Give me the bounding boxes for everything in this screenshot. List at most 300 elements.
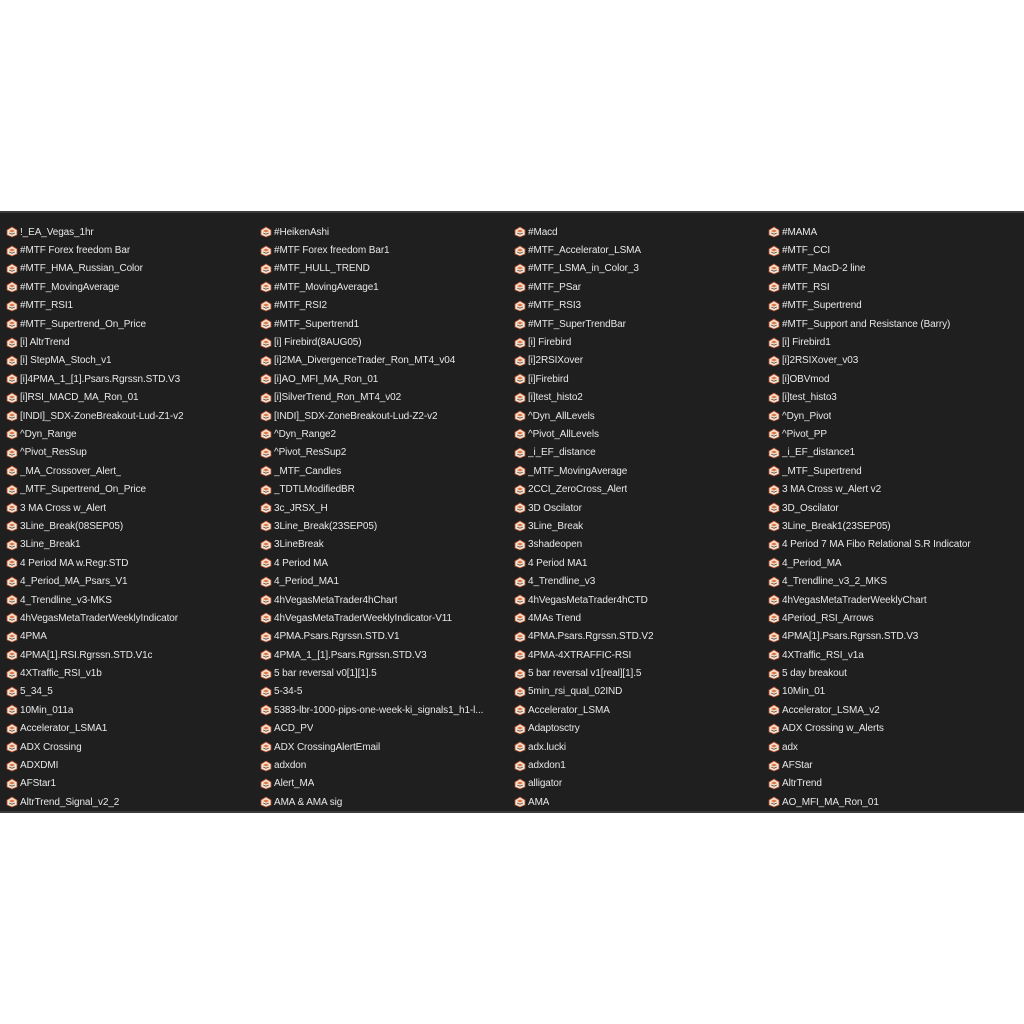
file-item[interactable] (768, 370, 1020, 388)
file-item[interactable] (6, 572, 258, 590)
file-name-label: [i]Firebird (528, 373, 569, 385)
file-item[interactable] (768, 683, 1020, 701)
file-item[interactable] (6, 793, 258, 811)
mq4-file-icon (768, 557, 780, 569)
file-item[interactable] (514, 683, 766, 701)
mq4-file-icon (6, 300, 18, 312)
mq4-file-icon (514, 281, 526, 293)
file-item[interactable] (768, 297, 1020, 315)
mq4-file-icon (514, 465, 526, 477)
mq4-file-icon (6, 796, 18, 808)
file-name-label: ADX CrossingAlertEmail (274, 741, 381, 753)
file-item[interactable] (6, 223, 258, 241)
file-name-label: adx.lucki (528, 741, 567, 753)
file-item[interactable] (768, 462, 1020, 480)
file-item[interactable] (6, 591, 258, 609)
file-item[interactable] (260, 444, 512, 462)
file-name-label: [i]SilverTrend_Ron_MT4_v02 (274, 392, 402, 404)
file-name-label: 4hVegasMetaTraderWeeklyChart (782, 594, 927, 606)
mq4-file-icon (6, 263, 18, 275)
file-name-label: #HeikenAshi (274, 226, 330, 238)
mq4-file-icon (6, 723, 18, 735)
mq4-file-icon (768, 392, 780, 404)
file-item[interactable] (6, 297, 258, 315)
file-name-label: #MTF_CCI (782, 245, 831, 257)
mq4-file-icon (514, 778, 526, 790)
file-item[interactable] (514, 297, 766, 315)
mq4-file-icon (514, 392, 526, 404)
file-name-label: ^Dyn_Range2 (274, 428, 336, 440)
file-item[interactable] (6, 315, 258, 333)
mq4-file-icon (6, 392, 18, 404)
file-item[interactable] (260, 297, 512, 315)
mq4-file-icon (514, 263, 526, 275)
file-name-label: 2CCI_ZeroCross_Alert (528, 484, 628, 496)
mq4-file-icon (6, 741, 18, 753)
file-name-label: #MTF_MacD-2 line (782, 263, 866, 275)
file-name-label: #MTF_PSar (528, 281, 582, 293)
file-item[interactable] (260, 260, 512, 278)
mq4-file-icon (6, 373, 18, 385)
file-item[interactable] (514, 572, 766, 590)
mq4-file-icon (768, 245, 780, 257)
file-item[interactable] (260, 646, 512, 664)
file-name-label: [i]2RSIXover_v03 (782, 355, 859, 367)
mq4-file-icon (768, 704, 780, 716)
file-item[interactable] (260, 738, 512, 756)
file-item[interactable] (6, 370, 258, 388)
file-item[interactable] (260, 701, 512, 719)
mq4-file-icon (260, 741, 272, 753)
mq4-file-icon (260, 245, 272, 257)
file-item[interactable] (768, 278, 1020, 296)
mq4-file-icon (260, 576, 272, 588)
mq4-file-icon (514, 245, 526, 257)
file-item[interactable] (514, 444, 766, 462)
file-name-label: 4hVegasMetaTrader4hCTD (528, 594, 648, 606)
file-item[interactable] (514, 720, 766, 738)
file-name-label: ^Dyn_Range (20, 428, 77, 440)
file-name-label: Accelerator_LSMA (528, 704, 610, 716)
file-item[interactable] (768, 756, 1020, 774)
file-name-label: #MTF_Support and Resistance (Barry) (782, 318, 951, 330)
file-column-2 (260, 223, 512, 812)
file-item[interactable] (6, 499, 258, 517)
mq4-file-icon (260, 649, 272, 661)
file-item[interactable] (768, 572, 1020, 590)
file-name-label: [i]test_histo2 (528, 392, 583, 404)
mq4-file-icon (768, 539, 780, 551)
file-item[interactable] (768, 701, 1020, 719)
file-name-label: 3shadeopen (528, 539, 583, 551)
file-item[interactable] (514, 333, 766, 351)
file-item[interactable] (514, 278, 766, 296)
mq4-file-icon (514, 484, 526, 496)
mq4-file-icon (6, 226, 18, 238)
file-name-label: [i]2RSIXover (528, 355, 583, 367)
file-item[interactable] (260, 609, 512, 627)
file-item[interactable] (260, 370, 512, 388)
mq4-file-icon (6, 410, 18, 422)
file-item[interactable] (260, 407, 512, 425)
mq4-file-icon (6, 760, 18, 772)
file-item[interactable] (6, 407, 258, 425)
file-list-panel (0, 211, 1024, 813)
file-name-label: ADX Crossing w_Alerts (782, 723, 884, 735)
mq4-file-icon (260, 760, 272, 772)
file-item[interactable] (768, 793, 1020, 811)
file-item[interactable] (768, 536, 1020, 554)
file-item[interactable] (768, 315, 1020, 333)
mq4-file-icon (768, 502, 780, 514)
file-name-label: 4 Period 7 MA Fibo Relational S.R Indicator (782, 539, 971, 551)
file-item[interactable] (260, 241, 512, 259)
file-item[interactable] (260, 425, 512, 443)
file-item[interactable] (6, 683, 258, 701)
file-name-label: 3D_Oscilator (782, 502, 839, 514)
file-item[interactable] (768, 775, 1020, 793)
file-item[interactable] (6, 389, 258, 407)
mq4-file-icon (768, 337, 780, 349)
mq4-file-icon (514, 594, 526, 606)
file-item[interactable] (514, 480, 766, 498)
file-name-label: #MTF_LSMA_in_Color_3 (528, 263, 639, 275)
mq4-file-icon (6, 612, 18, 624)
file-item[interactable] (260, 480, 512, 498)
mq4-file-icon (768, 649, 780, 661)
file-item[interactable] (260, 572, 512, 590)
mq4-file-icon (514, 373, 526, 385)
mq4-file-icon (768, 410, 780, 422)
file-name-label: 10Min_011a (20, 704, 74, 716)
file-item[interactable] (260, 628, 512, 646)
file-item[interactable] (6, 646, 258, 664)
file-name-label: AltrTrend_Signal_v2_2 (20, 796, 120, 808)
file-item[interactable] (6, 444, 258, 462)
file-name-label: AFStar (782, 760, 813, 772)
mq4-file-icon (6, 594, 18, 606)
file-name-label: 4PMA.Psars.Rgrssn.STD.V1 (274, 631, 400, 643)
file-name-label: 4_Period_MA1 (274, 576, 339, 588)
file-item[interactable] (768, 664, 1020, 682)
file-item[interactable] (768, 499, 1020, 517)
file-item[interactable] (6, 260, 258, 278)
file-item[interactable] (768, 646, 1020, 664)
file-name-label: 4XTraffic_RSI_v1a (782, 649, 864, 661)
file-name-label: 4 Period MA (274, 557, 328, 569)
file-name-label: _MTF_Supertrend_On_Price (20, 484, 146, 496)
file-item[interactable] (768, 333, 1020, 351)
file-name-label: 3Line_Break(08SEP05) (20, 520, 124, 532)
file-item[interactable] (514, 664, 766, 682)
file-name-label: [i] AltrTrend (20, 337, 70, 349)
file-item[interactable] (514, 554, 766, 572)
file-name-label: Adaptosctry (528, 723, 580, 735)
mq4-file-icon (6, 428, 18, 440)
mq4-file-icon (260, 520, 272, 532)
file-name-label: #MTF Forex freedom Bar1 (274, 245, 390, 257)
file-item[interactable] (260, 536, 512, 554)
file-item[interactable] (768, 425, 1020, 443)
file-name-label: #MTF_HMA_Russian_Color (20, 263, 143, 275)
mq4-file-icon (514, 612, 526, 624)
file-name-label: #MTF_Supertrend (782, 300, 862, 312)
mq4-file-icon (768, 300, 780, 312)
mq4-file-icon (514, 355, 526, 367)
mq4-file-icon (6, 337, 18, 349)
file-name-label: ^Pivot_ResSup (20, 447, 87, 459)
file-column-1 (6, 223, 258, 812)
mq4-file-icon (260, 612, 272, 624)
mq4-file-icon (768, 612, 780, 624)
file-item[interactable] (6, 609, 258, 627)
mq4-file-icon (260, 226, 272, 238)
file-name-label: ^Pivot_AllLevels (528, 428, 599, 440)
mq4-file-icon (514, 539, 526, 551)
file-item[interactable] (514, 499, 766, 517)
mq4-file-icon (260, 686, 272, 698)
file-name-label: [INDI]_SDX-ZoneBreakout-Lud-Z1-v2 (20, 410, 184, 422)
file-item[interactable] (260, 720, 512, 738)
file-name-label: #MTF_Supertrend1 (274, 318, 360, 330)
file-name-label: 4PMA[1].RSI.Rgrssn.STD.V1c (20, 649, 153, 661)
file-item[interactable] (768, 241, 1020, 259)
mq4-file-icon (6, 576, 18, 588)
file-item[interactable] (260, 278, 512, 296)
file-item[interactable] (260, 591, 512, 609)
file-name-label: 4 Period MA1 (528, 557, 588, 569)
file-item[interactable] (514, 738, 766, 756)
mq4-file-icon (768, 631, 780, 643)
mq4-file-icon (260, 263, 272, 275)
mq4-file-icon (260, 723, 272, 735)
mq4-file-icon (514, 723, 526, 735)
mq4-file-icon (6, 245, 18, 257)
file-item[interactable] (260, 352, 512, 370)
file-item[interactable] (768, 517, 1020, 535)
file-item[interactable] (6, 720, 258, 738)
file-item[interactable] (260, 333, 512, 351)
file-item[interactable] (6, 425, 258, 443)
file-item[interactable] (260, 315, 512, 333)
file-name-label: 4PMA_1_[1].Psars.Rgrssn.STD.V3 (274, 649, 427, 661)
file-item[interactable] (514, 462, 766, 480)
file-name-label: 3LineBreak (274, 539, 324, 551)
mq4-file-icon (6, 520, 18, 532)
file-name-label: !_EA_Vegas_1hr (20, 226, 94, 238)
mq4-file-icon (260, 668, 272, 680)
file-item[interactable] (768, 591, 1020, 609)
file-item[interactable] (768, 223, 1020, 241)
file-name-label: #MTF_Accelerator_LSMA (528, 245, 641, 257)
file-item[interactable] (768, 554, 1020, 572)
file-name-label: 4Period_RSI_Arrows (782, 612, 874, 624)
mq4-file-icon (514, 502, 526, 514)
file-name-label: AFStar1 (20, 778, 56, 790)
mq4-file-icon (768, 576, 780, 588)
file-item[interactable] (6, 462, 258, 480)
file-item[interactable] (514, 370, 766, 388)
file-item[interactable] (768, 352, 1020, 370)
file-item[interactable] (260, 683, 512, 701)
mq4-file-icon (514, 668, 526, 680)
file-name-label: [i] Firebird1 (782, 337, 831, 349)
file-item[interactable] (260, 664, 512, 682)
file-item[interactable] (514, 609, 766, 627)
file-item[interactable] (6, 628, 258, 646)
file-item[interactable] (768, 609, 1020, 627)
mq4-file-icon (768, 428, 780, 440)
file-item[interactable] (6, 536, 258, 554)
file-item[interactable] (768, 407, 1020, 425)
mq4-file-icon (6, 704, 18, 716)
file-item[interactable] (260, 793, 512, 811)
mq4-file-icon (260, 392, 272, 404)
file-name-label: 3D Oscilator (528, 502, 582, 514)
file-item[interactable] (514, 315, 766, 333)
file-item[interactable] (260, 223, 512, 241)
file-item[interactable] (260, 389, 512, 407)
file-item[interactable] (6, 664, 258, 682)
file-name-label: Alert_MA (274, 778, 315, 790)
mq4-file-icon (260, 778, 272, 790)
file-name-label: 4hVegasMetaTrader4hChart (274, 594, 398, 606)
file-name-label: ^Dyn_AllLevels (528, 410, 595, 422)
file-item[interactable] (768, 738, 1020, 756)
file-item[interactable] (768, 444, 1020, 462)
file-item[interactable] (514, 352, 766, 370)
file-name-label: 4_Period_MA (782, 557, 842, 569)
file-item[interactable] (514, 425, 766, 443)
mq4-file-icon (6, 778, 18, 790)
file-name-label: #MAMA (782, 226, 818, 238)
mq4-file-icon (260, 631, 272, 643)
mq4-file-icon (768, 447, 780, 459)
file-name-label: adxdon1 (528, 760, 566, 772)
file-item[interactable] (260, 499, 512, 517)
file-name-label: #MTF_SuperTrendBar (528, 318, 626, 330)
file-name-label: 4_Trendline_v3 (528, 576, 596, 588)
file-item[interactable] (6, 554, 258, 572)
file-name-label: 4XTraffic_RSI_v1b (20, 668, 102, 680)
file-name-label: adx (782, 741, 798, 753)
mq4-file-icon (514, 226, 526, 238)
mq4-file-icon (514, 300, 526, 312)
file-item[interactable] (260, 756, 512, 774)
file-item[interactable] (260, 554, 512, 572)
file-item[interactable] (514, 517, 766, 535)
file-item[interactable] (514, 407, 766, 425)
file-name-label: 4_Trendline_v3-MKS (20, 594, 112, 606)
file-item[interactable] (6, 775, 258, 793)
mq4-file-icon (768, 373, 780, 385)
mq4-file-icon (6, 502, 18, 514)
file-name-label: [i]RSI_MACD_MA_Ron_01 (20, 392, 139, 404)
file-item[interactable] (768, 389, 1020, 407)
file-item[interactable] (514, 223, 766, 241)
file-item[interactable] (260, 775, 512, 793)
file-item[interactable] (6, 701, 258, 719)
file-name-label: 4_Trendline_v3_2_MKS (782, 576, 887, 588)
file-name-label: Accelerator_LSMA1 (20, 723, 108, 735)
file-name-label: ^Dyn_Pivot (782, 410, 832, 422)
file-item[interactable] (6, 241, 258, 259)
mq4-file-icon (514, 796, 526, 808)
file-name-label: 4PMA[1].Psars.Rgrssn.STD.V3 (782, 631, 919, 643)
file-item[interactable] (514, 260, 766, 278)
file-item[interactable] (514, 389, 766, 407)
file-name-label: 3 MA Cross w_Alert v2 (782, 484, 882, 496)
file-item[interactable] (514, 775, 766, 793)
mq4-file-icon (260, 594, 272, 606)
file-item[interactable] (514, 701, 766, 719)
mq4-file-icon (6, 465, 18, 477)
file-name-label: Accelerator_LSMA_v2 (782, 704, 880, 716)
file-name-label: 4hVegasMetaTraderWeeklyIndicator (20, 612, 178, 624)
file-item[interactable] (6, 480, 258, 498)
mq4-file-icon (260, 318, 272, 330)
file-item[interactable] (6, 738, 258, 756)
file-column-4 (768, 223, 1020, 812)
mq4-file-icon (260, 704, 272, 716)
file-name-label: ADXDMI (20, 760, 59, 772)
file-name-label: 4_Period_MA_Psars_V1 (20, 576, 128, 588)
file-item[interactable] (6, 756, 258, 774)
file-item[interactable] (768, 720, 1020, 738)
file-name-label: _MA_Crossover_Alert_ (20, 465, 122, 477)
file-item[interactable] (514, 756, 766, 774)
mq4-file-icon (768, 594, 780, 606)
mq4-file-icon (260, 557, 272, 569)
file-name-label: _TDTLModifiedBR (274, 484, 355, 496)
file-name-label: #MTF_MovingAverage1 (274, 281, 379, 293)
mq4-file-icon (6, 484, 18, 496)
file-item[interactable] (768, 480, 1020, 498)
file-item[interactable] (514, 591, 766, 609)
file-item[interactable] (768, 628, 1020, 646)
file-name-label: _MTF_Supertrend (782, 465, 862, 477)
file-item[interactable] (768, 260, 1020, 278)
mq4-file-icon (6, 447, 18, 459)
mq4-file-icon (768, 318, 780, 330)
mq4-file-icon (514, 520, 526, 532)
file-item[interactable] (514, 241, 766, 259)
file-item[interactable] (514, 646, 766, 664)
file-item[interactable] (514, 628, 766, 646)
file-name-label: ADX Crossing (20, 741, 82, 753)
file-item[interactable] (6, 517, 258, 535)
file-name-label: 3Line_Break1 (20, 539, 81, 551)
mq4-file-icon (260, 281, 272, 293)
file-item[interactable] (260, 517, 512, 535)
file-name-label: #MTF_HULL_TREND (274, 263, 370, 275)
file-item[interactable] (260, 462, 512, 480)
file-item[interactable] (514, 793, 766, 811)
file-name-label: 3Line_Break (528, 520, 584, 532)
file-item[interactable] (6, 333, 258, 351)
mq4-file-icon (768, 686, 780, 698)
file-item[interactable] (6, 278, 258, 296)
file-item[interactable] (6, 352, 258, 370)
file-name-label: _MTF_MovingAverage (528, 465, 628, 477)
mq4-file-icon (260, 796, 272, 808)
mq4-file-icon (514, 631, 526, 643)
file-name-label: [INDI]_SDX-ZoneBreakout-Lud-Z2-v2 (274, 410, 438, 422)
mq4-file-icon (6, 281, 18, 293)
file-name-label: #MTF_RSI (782, 281, 830, 293)
file-item[interactable] (514, 536, 766, 554)
mq4-file-icon (768, 778, 780, 790)
